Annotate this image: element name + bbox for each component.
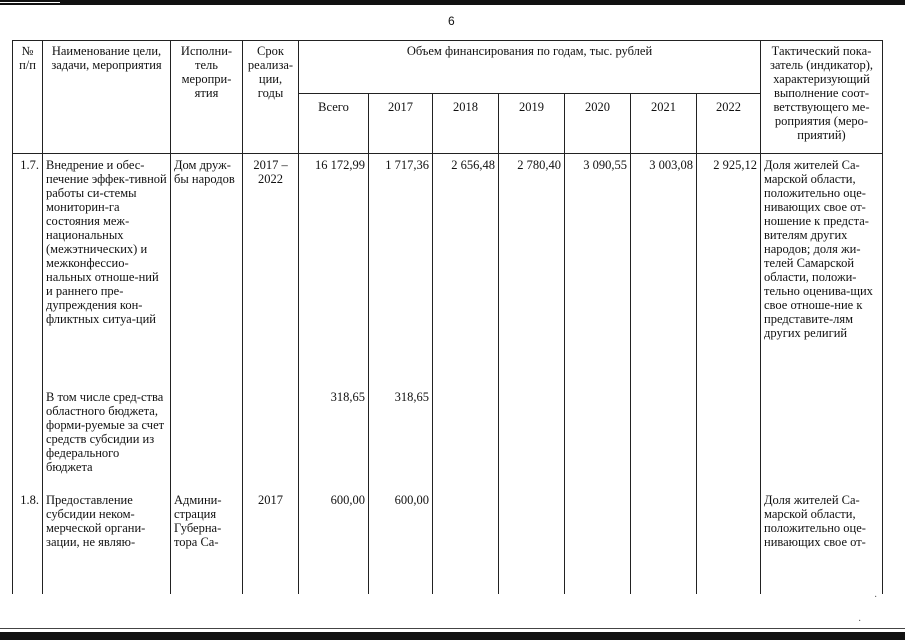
- header-year-2019: 2019: [499, 93, 565, 153]
- row-2022: [697, 490, 761, 594]
- header-row-top: [13, 41, 883, 94]
- row-name: Предоставление субсидии неком-мерческой органи-зации, не являю-: [43, 490, 171, 594]
- scan-speck: ·: [874, 592, 878, 603]
- top-edge-bar: [0, 0, 905, 5]
- row-2020: 3 090,55: [565, 154, 631, 388]
- row-executor: [171, 387, 243, 490]
- row-2021: 3 003,08: [631, 154, 697, 388]
- row-total: 600,00: [299, 490, 369, 594]
- page-number: 6: [448, 14, 455, 28]
- row-2020: [565, 490, 631, 594]
- row-2019: 2 780,40: [499, 154, 565, 388]
- table-row: [13, 490, 883, 594]
- row-2019: [499, 490, 565, 594]
- header-funding-group: Объем финансирования по годам, тыс. рублей: [299, 41, 761, 94]
- row-2022: 2 925,12: [697, 154, 761, 388]
- row-name: Внедрение и обес-печение эффек-тивной работы си-стемы мониторин-га состояния меж-национальных (межэтнических) и межконфессио-нальных отноше-ний и раннего пре-дупреждения кон-фликтных ситуа-ций: [43, 154, 171, 388]
- row-term: 2017: [243, 490, 299, 594]
- header-year-2017: 2017: [369, 93, 433, 153]
- row-total: 16 172,99: [299, 154, 369, 388]
- row-indicator: [761, 387, 883, 490]
- header-term: Срок реализа-ции, годы: [243, 41, 299, 154]
- row-2017: 600,00: [369, 490, 433, 594]
- row-total: 318,65: [299, 387, 369, 490]
- row-2018: [433, 490, 499, 594]
- row-2018: [433, 387, 499, 490]
- row-executor: Дом друж-бы народов: [171, 154, 243, 388]
- header-executor: Исполни-тель меропри-ятия: [171, 41, 243, 154]
- header-year-2022: 2022: [697, 93, 761, 153]
- row-num: [13, 387, 43, 490]
- header-year-2018: 2018: [433, 93, 499, 153]
- row-2022: [697, 387, 761, 490]
- row-term: [243, 387, 299, 490]
- scan-speck: ·: [858, 616, 862, 627]
- row-term: 2017 – 2022: [243, 154, 299, 388]
- bottom-edge-line: [0, 628, 905, 629]
- row-2019: [499, 387, 565, 490]
- header-total: Всего: [299, 93, 369, 153]
- row-indicator: Доля жителей Са-марской области, положительно оце-нивающих свое от-ношение к предста-вителям других народов; доля жи-телей Самарской области, положи-тельно оценива-щих свое отноше-ние к представите-лям других религий: [761, 154, 883, 388]
- header-indicator: Тактический пока-затель (индикатор), характеризующий выполнение соот-ветствующего ме-роприятия (меро-приятий): [761, 41, 883, 154]
- header-num: № п/п: [13, 41, 43, 154]
- row-2018: 2 656,48: [433, 154, 499, 388]
- row-name: В том числе сред-ства областного бюджета, форми-руемые за счет средств субсидии из федерального бюджета: [43, 387, 171, 490]
- row-2017: 1 717,36: [369, 154, 433, 388]
- top-edge-mark: [0, 2, 60, 3]
- table-row: [13, 154, 883, 388]
- header-name: Наименование цели, задачи, мероприятия: [43, 41, 171, 154]
- funding-table: [12, 40, 883, 594]
- row-2021: [631, 387, 697, 490]
- row-2021: [631, 490, 697, 594]
- row-2017: 318,65: [369, 387, 433, 490]
- row-executor: Админи-страция Губерна-тора Са-: [171, 490, 243, 594]
- row-2020: [565, 387, 631, 490]
- row-num: 1.8.: [13, 490, 43, 594]
- row-indicator: Доля жителей Са-марской области, положительно оце-нивающих свое от-: [761, 490, 883, 594]
- row-num: 1.7.: [13, 154, 43, 388]
- header-year-2021: 2021: [631, 93, 697, 153]
- header-year-2020: 2020: [565, 93, 631, 153]
- table-row: [13, 387, 883, 490]
- bottom-edge-bar: [0, 632, 905, 640]
